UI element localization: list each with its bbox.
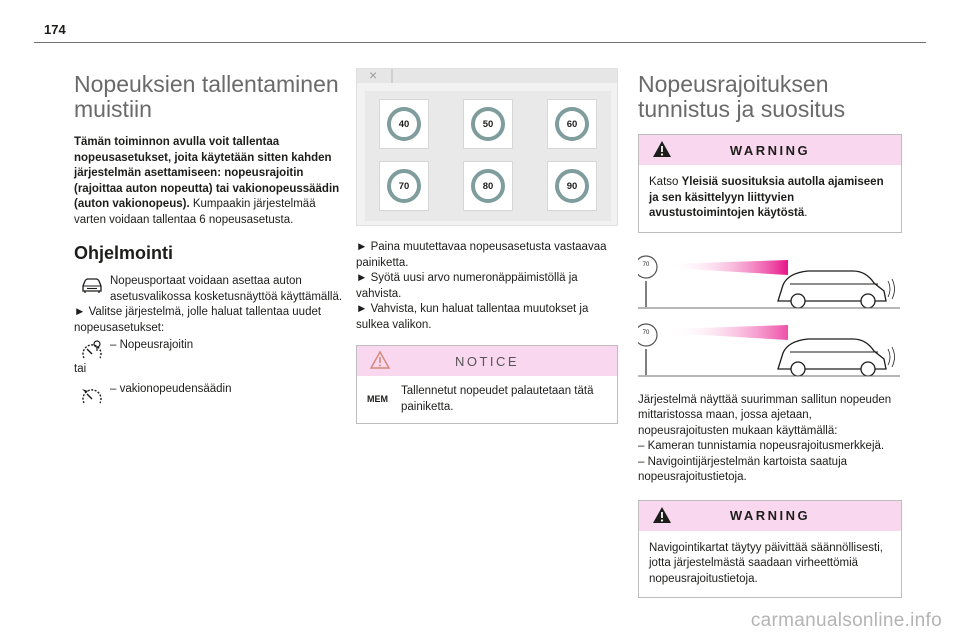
warning-body (639, 165, 901, 232)
close-icon: × (369, 67, 378, 83)
warning-body: Navigointikartat täytyy päivittää säännöllisesti, jotta järjestelmästä saadaan virheettömiä nopeusrajoitustietoja. (649, 541, 883, 585)
recognition-item: – Kameran tunnistamia nopeusrajoitusmerkkejä. (638, 440, 885, 452)
warning-box-2 (638, 500, 902, 599)
warning-text: Katso (649, 176, 682, 188)
speed-button-40: 40 (387, 107, 421, 141)
limiter-label: – Nopeusrajoitin (110, 339, 194, 351)
warning-header (639, 501, 901, 531)
speed-sign-car-figure-1 (638, 251, 900, 313)
warning-triangle-icon (369, 350, 391, 373)
section-title-memorising: Nopeuksien tallentaminen muistiin (74, 71, 339, 122)
notice-header (357, 346, 617, 376)
cruise-label: – vakionopeudensäädin (110, 382, 232, 395)
step-item: ► Paina muutettavaa nopeusasetusta vastaavaa painiketta. (356, 241, 607, 269)
intro-text: Kumpaakin järjestelmää varten voidaan tallentaa 6 nopeusasetusta. (74, 198, 316, 226)
toolbar-divider (391, 69, 393, 83)
notice-text: Tallennetut nopeudet palautetaan tätä painiketta. (401, 385, 594, 413)
speed-button-90: 90 (555, 169, 589, 203)
cruise-control-icon (74, 382, 110, 406)
intro-bold-text: Tämän toiminnon avulla voit tallentaa nopeusasetukset, joita käytetään sitten kahden järjestelmän asettamiseen: nopeusrajoitin (rajoittaa auton nopeutta) tai vakionopeussäädin (auton vakionopeus). (74, 136, 340, 210)
speed-button-70: 70 (387, 169, 421, 203)
recognition-paragraph (638, 393, 902, 486)
programming-text: Nopeusportaat voidaan asettaa auton asetusvalikossa kosketusnäyttöä käyttämällä. (110, 275, 343, 303)
programming-paragraph (74, 274, 344, 406)
steps-list (356, 240, 618, 333)
right-column (638, 72, 902, 598)
mem-button-label: MEM (367, 393, 388, 404)
notice-body (357, 376, 617, 423)
warning-link-text: Yleisiä suosituksia autolla ajamiseen ja sen käsittelyyn liittyvien avustustoimintojen käytöstä (649, 176, 884, 219)
speed-sign-car-figure-2 (638, 319, 900, 381)
warning-title: WARNING (729, 508, 811, 523)
or-text: tai (74, 363, 87, 375)
warning-triangle-icon (651, 139, 673, 162)
step-item: ► Syötä uusi arvo numeronäppäimistöllä ja vahvista. (356, 272, 578, 300)
speed-button-80: 80 (471, 169, 505, 203)
watermark: carmanualsonline.info (750, 610, 942, 631)
speed-limiter-icon (74, 338, 110, 362)
section-title-speed-recognition: Nopeusrajoituksen tunnistus ja suositus (638, 71, 846, 122)
car-beam-illustration (638, 251, 900, 313)
warning-title: WARNING (729, 142, 811, 158)
screen-toolbar (357, 69, 617, 83)
warning-triangle-icon (651, 505, 673, 528)
car-settings-icon (74, 274, 110, 298)
speed-button-50: 50 (471, 107, 505, 141)
warning-box-1 (638, 134, 902, 233)
page-number: 174 (44, 22, 66, 37)
step-item: ► Vahvista, kun haluat tallentaa muutokset ja sulkea valikon. (356, 303, 589, 331)
recognition-text: Järjestelmä näyttää suurimman sallitun nopeuden mittaristossa maan, jossa ajetaan, nopeusrajoitusten mukaan käyttämällä: (638, 393, 892, 437)
warning-header (639, 135, 901, 165)
left-column (74, 72, 344, 406)
car-beam-illustration (638, 319, 900, 381)
speed-sign-label: 70 (642, 329, 650, 336)
notice-box (356, 345, 618, 424)
warning-text-end: . (804, 207, 808, 219)
middle-column (356, 68, 618, 424)
header-rule (34, 42, 926, 43)
speed-grid-panel (365, 91, 611, 221)
recognition-item: – Navigointijärjestelmän kartoista saatuja nopeusrajoitustietoja. (638, 455, 848, 483)
intro-paragraph (74, 135, 344, 228)
section-title-programming: Ohjelmointi (74, 243, 173, 263)
speed-memory-screen-illustration (356, 68, 618, 226)
speed-sign-label: 70 (642, 261, 650, 268)
step-select-system: ► Valitse järjestelmä, jolle haluat tallentaa uudet nopeusasetukset: (74, 306, 322, 334)
notice-title: NOTICE (454, 353, 520, 369)
speed-button-60: 60 (555, 107, 589, 141)
